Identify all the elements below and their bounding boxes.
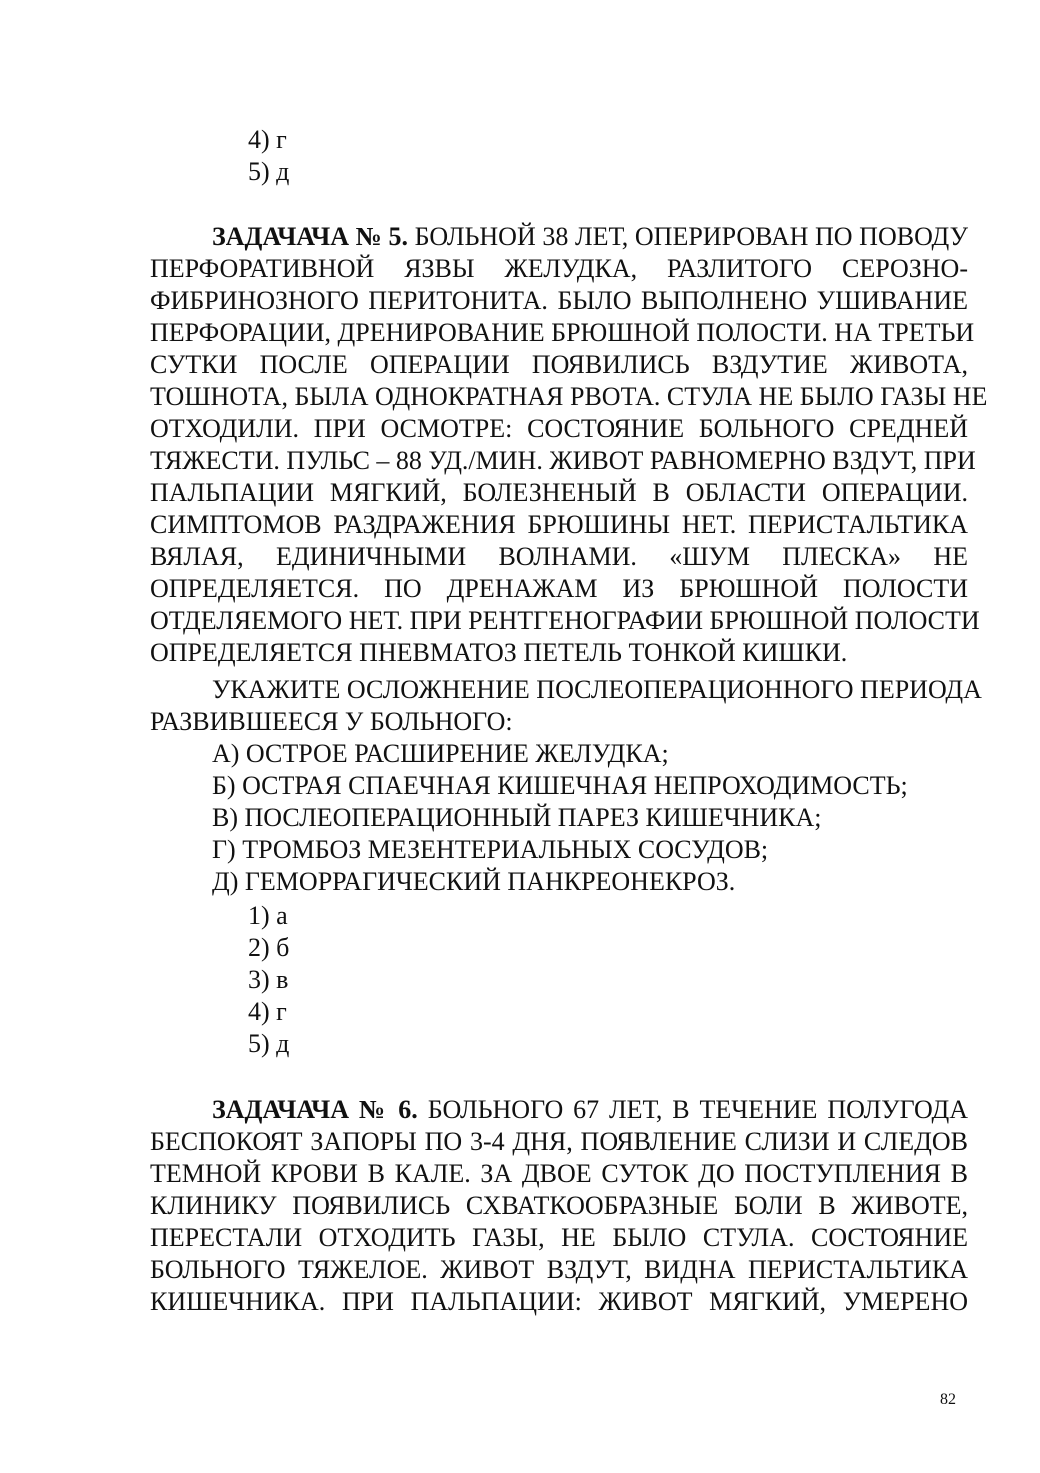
task5-line: ОТДЕЛЯЕМОГО НЕТ. ПРИ РЕНТГЕНОГРАФИИ БРЮШНОЙ ПОЛОСТИ <box>150 606 980 635</box>
task6-line: ПЕРЕСТАЛИ ОТХОДИТЬ ГАЗЫ, НЕ БЫЛО СТУЛА. СОСТОЯНИЕ <box>150 1223 968 1252</box>
task6-line: КЛИНИКУ ПОЯВИЛИСЬ СХВАТКООБРАЗНЫЕ БОЛИ В ЖИВОТЕ, <box>150 1191 968 1220</box>
task5-answer-2: 2) б <box>248 933 290 962</box>
task6-line: КИШЕЧНИКА. ПРИ ПАЛЬПАЦИИ: ЖИВОТ МЯГКИЙ, УМЕРЕНО <box>150 1287 968 1316</box>
task5-answer-3: 3) в <box>248 965 289 994</box>
task6-line: БОЛЬНОГО ТЯЖЕЛОЕ. ЖИВОТ ВЗДУТ, ВИДНА ПЕРИСТАЛЬТИКА <box>150 1255 968 1284</box>
prev-answer-4: 4) г <box>248 125 287 154</box>
task5-answer-1: 1) а <box>248 901 288 930</box>
task5-line: ФИБРИНОЗНОГО ПЕРИТОНИТА. БЫЛО ВЫПОЛНЕНО УШИВАНИЕ <box>150 286 968 315</box>
task5-answer-5: 5) д <box>248 1029 290 1058</box>
task5-line: ОТХОДИЛИ. ПРИ ОСМОТРЕ: СОСТОЯНИЕ БОЛЬНОГО СРЕДНЕЙ <box>150 414 968 443</box>
task5-option-b: Б) ОСТРАЯ СПАЕЧНАЯ КИШЕЧНАЯ НЕПРОХОДИМОСТЬ; <box>212 771 908 800</box>
task5-option-a: А) ОСТРОЕ РАСШИРЕНИЕ ЖЕЛУДКА; <box>212 739 669 768</box>
prev-answer-5: 5) д <box>248 157 290 186</box>
task5-option-d: Д) ГЕМОРРАГИЧЕСКИЙ ПАНКРЕОНЕКРОЗ. <box>212 867 736 896</box>
task6-heading: ЗАДАЧАЧА № 6. <box>212 1095 418 1124</box>
task5-line: ПЕРФОРАЦИИ, ДРЕНИРОВАНИЕ БРЮШНОЙ ПОЛОСТИ. НА ТРЕТЬИ <box>150 318 975 347</box>
task5-line: СИМПТОМОВ РАЗДРАЖЕНИЯ БРЮШИНЫ НЕТ. ПЕРИСТАЛЬТИКА <box>150 510 968 539</box>
task5-question: УКАЖИТЕ ОСЛОЖНЕНИЕ ПОСЛЕОПЕРАЦИОННОГО ПЕРИОДА <box>212 675 982 704</box>
task5-last-line: ОПРЕДЕЛЯЕТСЯ ПНЕВМАТОЗ ПЕТЕЛЬ ТОНКОЙ КИШКИ. <box>150 638 848 667</box>
page-number: 82 <box>940 1391 956 1408</box>
task5-option-v: В) ПОСЛЕОПЕРАЦИОННЫЙ ПАРЕЗ КИШЕЧНИКА; <box>212 803 822 832</box>
task6-first-line <box>212 1094 968 1126</box>
task6-line: ТЕМНОЙ КРОВИ В КАЛЕ. ЗА ДВОЕ СУТОК ДО ПОСТУПЛЕНИЯ В <box>150 1159 968 1188</box>
task5-line: ТОШНОТА, БЫЛА ОДНОКРАТНАЯ РВОТА. СТУЛА НЕ БЫЛО ГАЗЫ НЕ <box>150 382 988 411</box>
task5-line: ОПРЕДЕЛЯЕТСЯ. ПО ДРЕНАЖАМ ИЗ БРЮШНОЙ ПОЛОСТИ <box>150 574 968 603</box>
task6-line: БЕСПОКОЯТ ЗАПОРЫ ПО 3-4 ДНЯ, ПОЯВЛЕНИЕ СЛИЗИ И СЛЕДОВ <box>150 1127 968 1156</box>
task5-heading: ЗАДАЧАЧА № 5. <box>212 222 408 251</box>
task6-first-line-text: БОЛЬНОГО 67 ЛЕТ, В ТЕЧЕНИЕ ПОЛУГОДА <box>427 1095 969 1124</box>
task5-line: ПАЛЬПАЦИИ МЯГКИЙ, БОЛЕЗНЕНЫЙ В ОБЛАСТИ ОПЕРАЦИИ. <box>150 478 968 507</box>
task5-line: ТЯЖЕСТИ. ПУЛЬС – 88 УД./МИН. ЖИВОТ РАВНОМЕРНО ВЗДУТ, ПРИ <box>150 446 976 475</box>
task5-first-line-text: БОЛЬНОЙ 38 ЛЕТ, ОПЕРИРОВАН ПО ПОВОДУ <box>414 222 969 251</box>
task5-line: СУТКИ ПОСЛЕ ОПЕРАЦИИ ПОЯВИЛИСЬ ВЗДУТИЕ ЖИВОТА, <box>150 350 968 379</box>
task5-line: ВЯЛАЯ, ЕДИНИЧНЫМИ ВОЛНАМИ. «ШУМ ПЛЕСКА» НЕ <box>150 542 968 571</box>
task5-first-line <box>212 221 968 253</box>
task5-question-end: РАЗВИВШЕЕСЯ У БОЛЬНОГО: <box>150 707 513 736</box>
task5-answer-4: 4) г <box>248 997 287 1026</box>
task5-option-g: Г) ТРОМБОЗ МЕЗЕНТЕРИАЛЬНЫХ СОСУДОВ; <box>212 835 769 864</box>
task5-line: ПЕРФОРАТИВНОЙ ЯЗВЫ ЖЕЛУДКА, РАЗЛИТОГО СЕРОЗНО- <box>150 254 968 283</box>
